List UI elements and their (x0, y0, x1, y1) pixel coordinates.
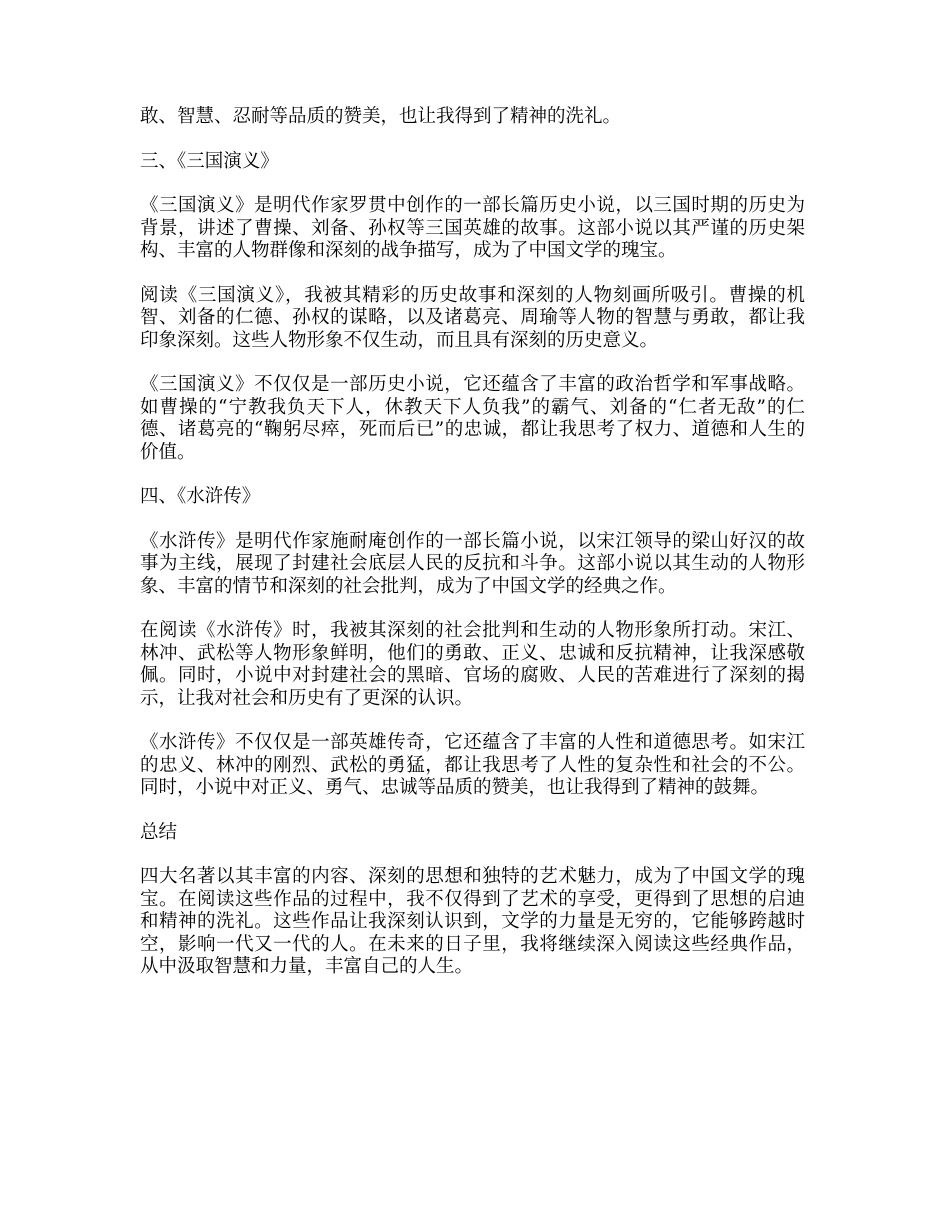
paragraph-sanguo-intro: 《三国演义》是明代作家罗贯中创作的一部长篇历史小说，以三国时期的历史为背景，讲述了曹操、刘备、孙权等三国英雄的故事。这部小说以其严谨的历史架构、丰富的人物群像和深刻的战争描写，成为了中国文学的瑰宝。 (140, 195, 805, 261)
section-heading-shuihu: 四、《水浒传》 (140, 486, 261, 507)
paragraph-intro-continuation: 敢、智慧、忍耐等品质的赞美，也让我得到了精神的洗礼。 (140, 106, 622, 127)
paragraph-shuihu-reading: 在阅读《水浒传》时，我被其深刻的社会批判和生动的人物形象所打动。宋江、林冲、武松等人物形象鲜明，他们的勇敢、正义、忠诚和反抗精神，让我深感敬佩。同时，小说中对封建社会的黑暗、官场的腐败、人民的苦难进行了深刻的揭示，让我对社会和历史有了更深的认识。 (140, 620, 805, 709)
paragraph-shuihu-intro: 《水浒传》是明代作家施耐庵创作的一部长篇小说，以宋江领导的梁山好汉的故事为主线，展现了封建社会底层人民的反抗和斗争。这部小说以其生动的人物形象、丰富的情节和深刻的社会批判，成为了中国文学的经典之作。 (140, 530, 805, 597)
paragraph-shuihu-philosophy: 《水浒传》不仅仅是一部英雄传奇，它还蕴含了丰富的人性和道德思考。如宋江的忠义、林冲的刚烈、武松的勇猛，都让我思考了人性的复杂性和社会的不公。同时，小说中对正义、勇气、忠诚等品质的赞美，也让我得到了精神的鼓舞。 (140, 732, 805, 798)
paragraph-summary: 四大名著以其丰富的内容、深刻的思想和独特的艺术魅力，成为了中国文学的瑰宝。在阅读这些作品的过程中，我不仅得到了艺术的享受，更得到了思想的启迪和精神的洗礼。这些作品让我深刻认识到，文学的力量是无穷的，它能够跨越时空，影响一代又一代的人。在未来的日子里，我将继续深入阅读这些经典作品，从中汲取智慧和力量，丰富自己的人生。 (140, 866, 805, 977)
section-heading-summary: 总结 (140, 821, 178, 843)
document-body (140, 106, 805, 1001)
paragraph-sanguo-reading: 阅读《三国演义》，我被其精彩的历史故事和深刻的人物刻画所吸引。曹操的机智、刘备的仁德、孙权的谋略，以及诸葛亮、周瑜等人物的智慧与勇敢，都让我印象深刻。这些人物形象不仅生动，而且具有深刻的历史意义。 (140, 284, 805, 351)
paragraph-sanguo-philosophy: 《三国演义》不仅仅是一部历史小说，它还蕴含了丰富的政治哲学和军事战略。如曹操的“宁教我负天下人，休教天下人负我”的霸气、刘备的“仁者无敌”的仁德、诸葛亮的“鞠躬尽瘁，死而后已”的忠诚，都让我思考了权力、道德和人生的价值。 (140, 374, 805, 463)
section-heading-sanguo: 三、《三国演义》 (140, 150, 279, 172)
